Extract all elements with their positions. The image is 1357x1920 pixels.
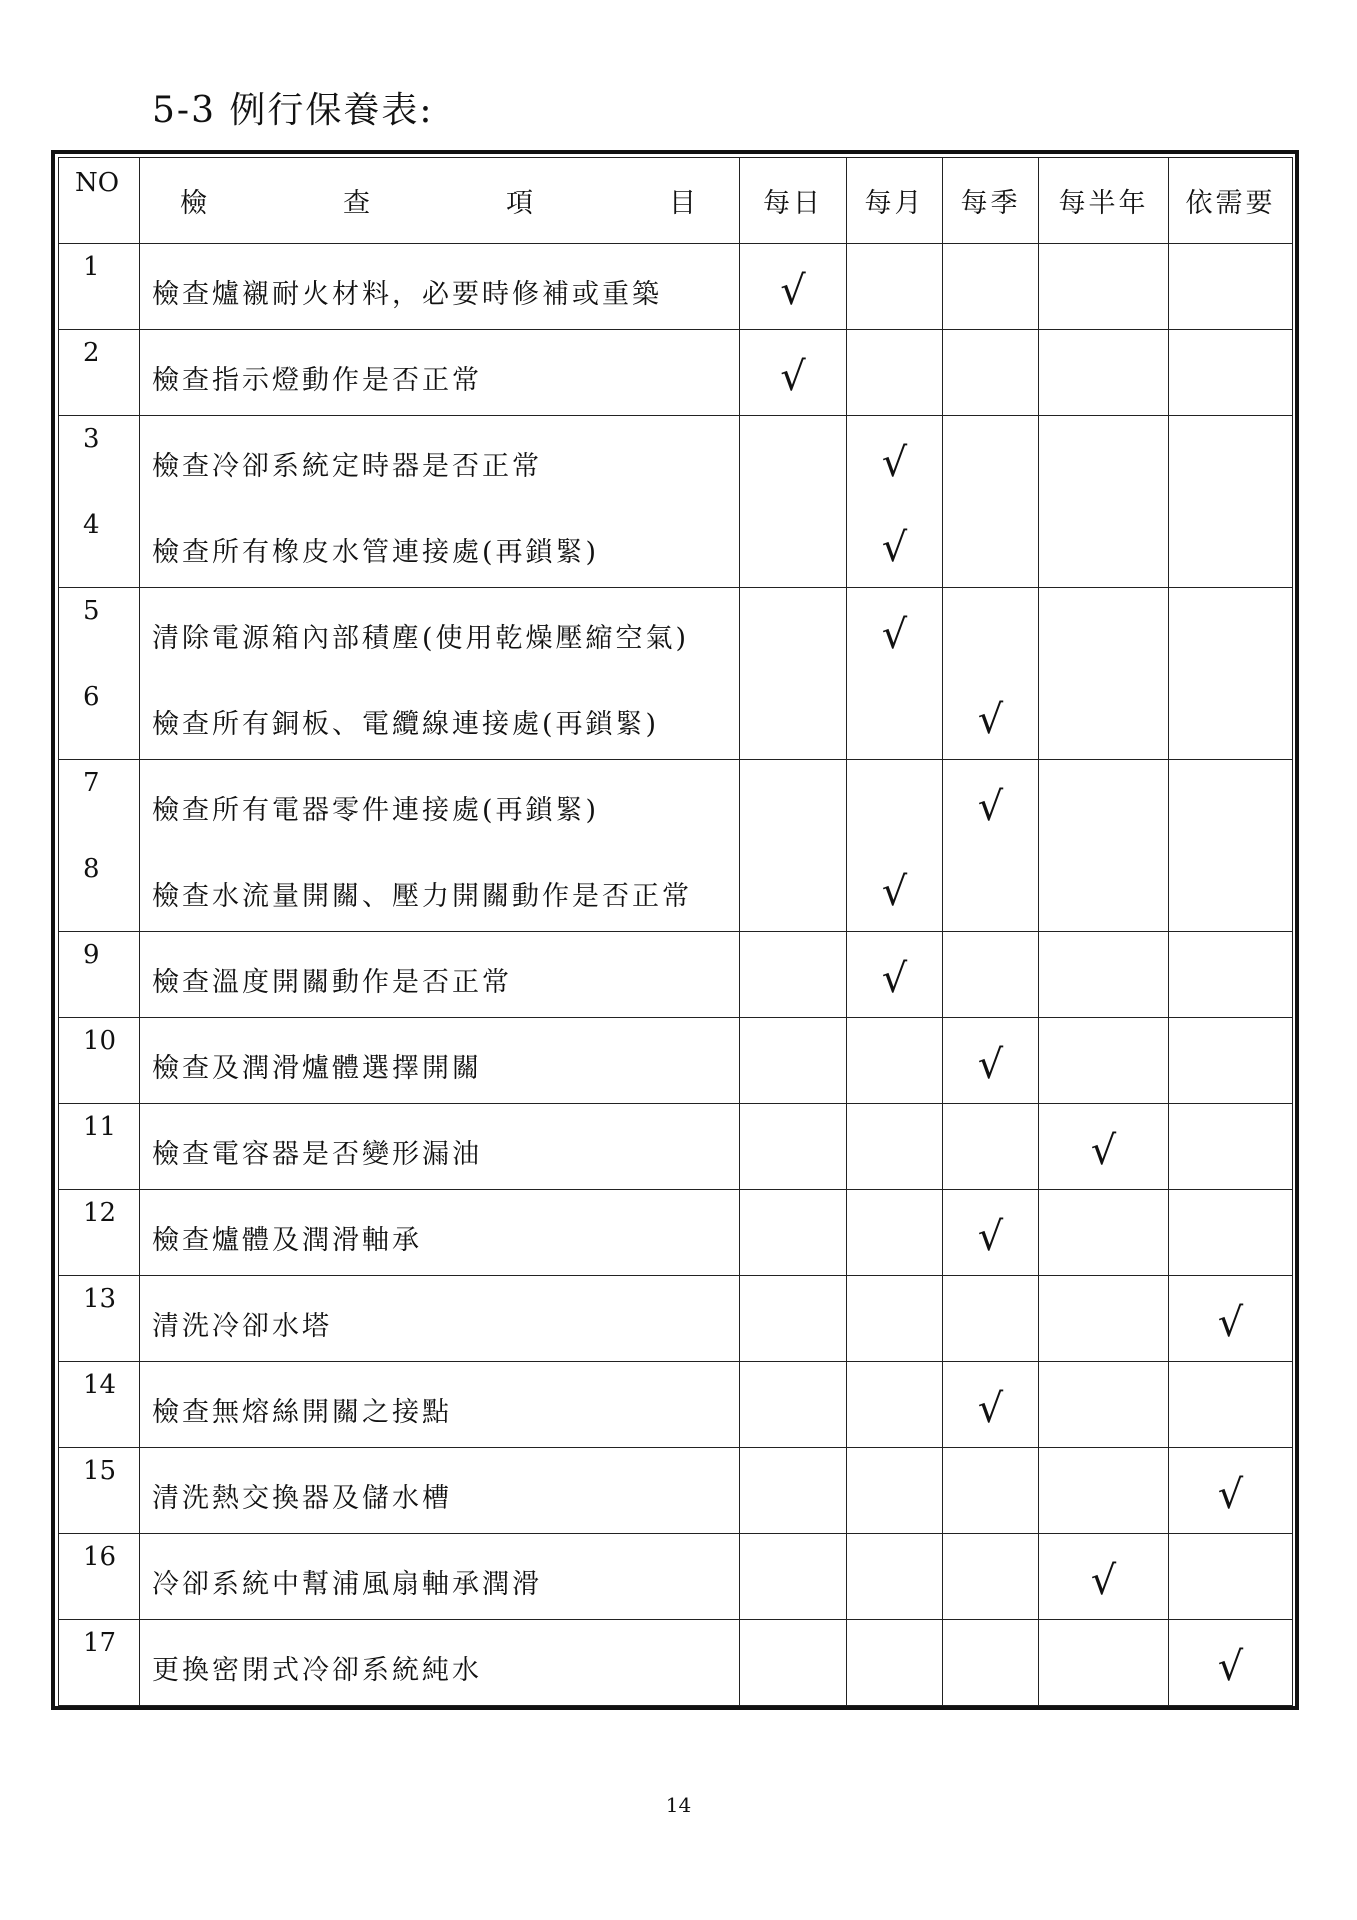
row-item: 冷卻系統中幫浦風扇軸承潤滑 [140,1534,740,1620]
header-half-year: 每半年 [1039,158,1169,244]
header-item-char: 查 [343,188,373,219]
cell-monthly: √ [847,588,943,674]
row-item: 檢查無熔絲開關之接點 [140,1362,740,1448]
row-item: 清除電源箱內部積塵(使用乾燥壓縮空氣) [140,588,740,674]
cell-monthly [847,244,943,330]
cell-daily [740,1620,847,1706]
cell-as-needed: √ [1169,1620,1293,1706]
cell-as-needed: √ [1169,1448,1293,1534]
cell-quarterly: √ [943,1190,1039,1276]
cell-as-needed [1169,502,1293,588]
row-number: 10 [59,1018,140,1104]
cell-quarterly: √ [943,1018,1039,1104]
cell-daily [740,1276,847,1362]
cell-as-needed [1169,244,1293,330]
cell-monthly [847,1190,943,1276]
cell-half-year [1039,760,1169,846]
cell-half-year [1039,330,1169,416]
row-number: 12 [59,1190,140,1276]
cell-quarterly [943,1620,1039,1706]
row-number: 15 [59,1448,140,1534]
row-item: 檢查水流量開關、壓力開關動作是否正常 [140,846,740,932]
cell-monthly [847,674,943,760]
cell-half-year [1039,1620,1169,1706]
row-number: 4 [59,502,140,588]
cell-quarterly [943,1276,1039,1362]
cell-half-year [1039,502,1169,588]
cell-daily [740,1018,847,1104]
cell-monthly: √ [847,932,943,1018]
cell-half-year: √ [1039,1104,1169,1190]
header-item [140,158,740,244]
row-number: 7 [59,760,140,846]
cell-daily [740,760,847,846]
cell-quarterly [943,846,1039,932]
cell-monthly [847,1448,943,1534]
row-number: 17 [59,1620,140,1706]
cell-half-year [1039,1276,1169,1362]
table-row [59,416,1293,502]
cell-daily [740,674,847,760]
page-number: 14 [665,1793,692,1817]
cell-monthly: √ [847,416,943,502]
cell-half-year [1039,416,1169,502]
cell-half-year [1039,1362,1169,1448]
row-item: 檢查所有橡皮水管連接處(再鎖緊) [140,502,740,588]
cell-daily [740,416,847,502]
row-item: 檢查爐襯耐火材料，必要時修補或重築 [140,244,740,330]
row-item: 檢查電容器是否變形漏油 [140,1104,740,1190]
header-item-char: 項 [506,188,536,219]
table-row [59,502,1293,588]
cell-as-needed [1169,330,1293,416]
cell-as-needed [1169,588,1293,674]
row-item: 清洗冷卻水塔 [140,1276,740,1362]
cell-as-needed [1169,932,1293,1018]
cell-daily [740,1362,847,1448]
row-number: 1 [59,244,140,330]
table-row [59,588,1293,674]
section-heading: 5-3 例行保養表: [152,90,434,131]
cell-monthly [847,1620,943,1706]
cell-as-needed [1169,416,1293,502]
table-row [59,1448,1293,1534]
header-item-char: 目 [669,188,699,219]
table-header-row [59,158,1293,244]
cell-as-needed [1169,674,1293,760]
cell-daily: √ [740,244,847,330]
cell-half-year [1039,674,1169,760]
cell-half-year [1039,846,1169,932]
cell-quarterly [943,932,1039,1018]
cell-daily [740,846,847,932]
header-monthly: 每月 [847,158,943,244]
cell-quarterly: √ [943,760,1039,846]
row-number: 9 [59,932,140,1018]
cell-as-needed [1169,1362,1293,1448]
cell-monthly: √ [847,846,943,932]
cell-quarterly [943,244,1039,330]
cell-daily [740,588,847,674]
table-row [59,1104,1293,1190]
cell-monthly [847,330,943,416]
cell-half-year [1039,1190,1169,1276]
table-row [59,846,1293,932]
row-number: 6 [59,674,140,760]
row-number: 2 [59,330,140,416]
row-item: 更換密閉式冷卻系統純水 [140,1620,740,1706]
row-item: 檢查指示燈動作是否正常 [140,330,740,416]
cell-monthly [847,1104,943,1190]
cell-half-year: √ [1039,1534,1169,1620]
table-row [59,330,1293,416]
row-number: 11 [59,1104,140,1190]
row-item: 檢查所有銅板、電纜線連接處(再鎖緊) [140,674,740,760]
row-item: 檢查及潤滑爐體選擇開關 [140,1018,740,1104]
cell-half-year [1039,1448,1169,1534]
cell-monthly [847,1534,943,1620]
cell-half-year [1039,1018,1169,1104]
table-row [59,1190,1293,1276]
cell-half-year [1039,932,1169,1018]
header-as-needed: 依需要 [1169,158,1293,244]
cell-monthly [847,1276,943,1362]
row-item: 檢查爐體及潤滑軸承 [140,1190,740,1276]
table-row [59,1620,1293,1706]
row-number: 14 [59,1362,140,1448]
header-item-char: 檢 [180,188,210,219]
row-number: 5 [59,588,140,674]
cell-quarterly [943,1534,1039,1620]
row-number: 3 [59,416,140,502]
cell-monthly [847,1018,943,1104]
row-number: 13 [59,1276,140,1362]
header-quarterly: 每季 [943,158,1039,244]
cell-quarterly: √ [943,674,1039,760]
cell-monthly: √ [847,502,943,588]
cell-quarterly [943,588,1039,674]
table-row [59,244,1293,330]
cell-half-year [1039,244,1169,330]
cell-quarterly [943,502,1039,588]
cell-quarterly [943,330,1039,416]
cell-quarterly [943,1104,1039,1190]
row-item: 檢查冷卻系統定時器是否正常 [140,416,740,502]
cell-as-needed [1169,846,1293,932]
header-daily: 每日 [740,158,847,244]
cell-as-needed [1169,1534,1293,1620]
cell-quarterly: √ [943,1362,1039,1448]
row-item: 檢查所有電器零件連接處(再鎖緊) [140,760,740,846]
cell-monthly [847,760,943,846]
cell-quarterly [943,416,1039,502]
table-row [59,1018,1293,1104]
table-row [59,1276,1293,1362]
cell-half-year [1039,588,1169,674]
cell-as-needed: √ [1169,1276,1293,1362]
cell-as-needed [1169,760,1293,846]
row-number: 16 [59,1534,140,1620]
maintenance-table-frame [51,150,1299,1710]
cell-daily [740,1534,847,1620]
table-row [59,932,1293,1018]
cell-daily [740,1104,847,1190]
table-row [59,760,1293,846]
row-item: 檢查溫度開關動作是否正常 [140,932,740,1018]
cell-daily: √ [740,330,847,416]
row-item: 清洗熱交換器及儲水槽 [140,1448,740,1534]
table-row [59,1534,1293,1620]
cell-as-needed [1169,1018,1293,1104]
cell-quarterly [943,1448,1039,1534]
table-row [59,674,1293,760]
table-row [59,1362,1293,1448]
header-no: NO [59,158,140,244]
cell-daily [740,932,847,1018]
cell-as-needed [1169,1104,1293,1190]
maintenance-table [58,157,1293,1706]
cell-as-needed [1169,1190,1293,1276]
row-number: 8 [59,846,140,932]
cell-daily [740,502,847,588]
cell-daily [740,1448,847,1534]
cell-daily [740,1190,847,1276]
cell-monthly [847,1362,943,1448]
